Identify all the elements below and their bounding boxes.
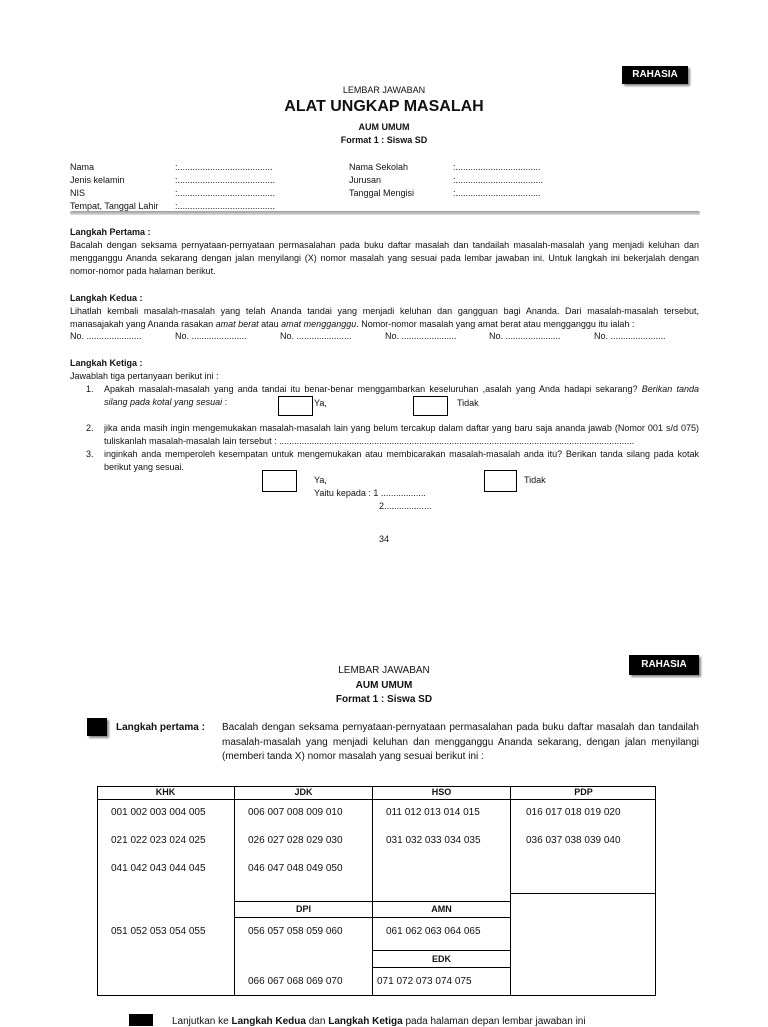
subtitle-aum: AUM UMUM <box>358 122 410 132</box>
jdk-row[interactable]: 026 027 028 029 030 <box>248 835 343 846</box>
answer-table <box>97 786 656 996</box>
divider-rule <box>70 211 700 215</box>
step2-section <box>70 292 699 331</box>
identity-fields-left <box>70 162 350 214</box>
header-hso: HSO <box>431 787 452 797</box>
header-jdk: JDK <box>294 787 313 797</box>
q1-tidak-label: Tidak <box>457 398 479 408</box>
field-label: NIS <box>70 188 86 198</box>
field-tanggal-mengisi[interactable] <box>349 188 609 201</box>
field-nama-sekolah[interactable] <box>349 162 609 175</box>
header-pdp: PDP <box>574 787 593 797</box>
edk-row[interactable]: 071 072 073 074 075 <box>377 976 472 987</box>
khk-row[interactable]: 051 052 053 054 055 <box>111 926 206 937</box>
step-marker-block <box>87 718 107 736</box>
header-dpi: DPI <box>295 904 311 914</box>
q2-text[interactable]: jika anda masih ingin mengemukakan masalah-masalah lain yang belum tercakup dalam daftar yang baru saja ananda jawab (Nomor 001 s/d 075) tuliskanlah masalah-masalah lain tersebut : .............................................................................................................................................. <box>104 423 699 446</box>
step2-text-c: . Nomor-nomor masalah yang amat berat atau mengganggu itu ialah : <box>356 319 635 329</box>
footer-step3: Langkah Ketiga <box>328 1016 403 1027</box>
col-divider-2 <box>372 786 373 996</box>
step3-section <box>70 357 699 383</box>
field-value: :...................................... <box>175 162 273 172</box>
dpi-header-rule <box>234 917 511 918</box>
q1-italic: Berikan tanda silang pada kotal yang sesuai <box>104 384 699 407</box>
q1-colon: : <box>222 397 228 407</box>
q3-ya-label: Ya, <box>314 475 327 485</box>
step2-no-4[interactable]: No. ...................... <box>489 331 561 341</box>
footer-marker-block <box>129 1014 153 1026</box>
field-nis[interactable] <box>70 188 350 201</box>
dpi-row[interactable]: 066 067 068 069 070 <box>248 976 343 987</box>
format-label-2: Format 1 : Siswa SD <box>335 694 433 705</box>
step-text: Bacalah dengan seksama pernyataan-pernyataan permasalahan pada buku daftar masalah dan tandailah masalah-masalah yang menjadi keluhan dan mengganggu Ananda sekarang, dengan jalan menyilangi (memberi tanda X) nomor masalah yang sesuai berikut ini : <box>222 722 699 762</box>
step3-intro: Jawablah tiga pertanyaan berikut ini : <box>70 371 219 381</box>
q1-text: Apakah masalah-masalah yang anda tandai itu benar-benar menggambarkan keseluruhan ,asalah yang Anda hadapi sekarang? <box>104 384 642 394</box>
header-edk: EDK <box>431 954 451 964</box>
field-label: Jurusan <box>349 175 382 185</box>
field-jurusan[interactable] <box>349 175 609 188</box>
step2-no-5[interactable]: No. ...................... <box>594 331 666 341</box>
step2-no-1[interactable]: No. ...................... <box>175 331 247 341</box>
q3-tidak-label: Tidak <box>524 475 546 485</box>
q1-body <box>104 383 699 409</box>
step2-italic-a: amat berat <box>215 319 259 329</box>
step2-no-3[interactable]: No. ...................... <box>385 331 457 341</box>
q3-yaitu-line-1[interactable]: Yaitu kepada : 1 .................. <box>314 488 426 498</box>
col-divider-1 <box>234 786 235 996</box>
step2-no-2[interactable]: No. ...................... <box>280 331 352 341</box>
khk-row[interactable]: 021 022 023 024 025 <box>111 835 206 846</box>
rahasia-badge-2-label: RAHASIA <box>641 659 687 670</box>
khk-row[interactable]: 041 042 043 044 045 <box>111 863 206 874</box>
field-value: :....................................... <box>175 175 276 185</box>
hso-row[interactable]: 011 012 013 014 015 <box>386 807 480 818</box>
header-amn: AMN <box>431 904 452 914</box>
pdp-row[interactable]: 016 017 018 019 020 <box>526 807 621 818</box>
step2-title: Langkah Kedua : <box>70 293 143 303</box>
step3-title: Langkah Ketiga : <box>70 358 143 368</box>
col-divider-3b <box>510 893 511 996</box>
footer-text-a: Lanjutkan ke <box>172 1016 232 1027</box>
field-label: Tanggal Mengisi <box>349 188 415 198</box>
amn-row[interactable]: 061 062 063 064 065 <box>386 926 481 937</box>
identity-fields-right <box>349 162 609 201</box>
q3-number: 3. <box>86 449 94 459</box>
question-3 <box>86 448 699 474</box>
q1-tidak-checkbox[interactable] <box>413 396 448 416</box>
page-title: ALAT UNGKAP MASALAH <box>284 98 484 115</box>
step1-section <box>70 226 699 278</box>
q2-number: 2. <box>86 423 94 433</box>
field-nama[interactable] <box>70 162 350 175</box>
q3-text: inginkah anda memperoleh kesempatan untuk mengemukakan atau membicarakan masalah-masalah anda itu? Berikan tanda silang pada kotak berikut yang sesuai. <box>104 449 699 472</box>
rahasia-badge-label: RAHASIA <box>632 69 678 80</box>
jdk-row[interactable]: 006 007 008 009 010 <box>248 807 343 818</box>
q3-tidak-checkbox[interactable] <box>484 470 517 492</box>
q1-number: 1. <box>86 384 94 394</box>
hso-row[interactable]: 031 032 033 034 035 <box>386 835 481 846</box>
q3-yaitu-line-2[interactable]: 2................... <box>379 501 432 511</box>
field-label: Nama <box>70 162 95 172</box>
question-2 <box>86 422 699 448</box>
field-value: :....................................... <box>175 188 276 198</box>
field-value: :....................................... <box>175 201 276 211</box>
step1-title: Langkah Pertama : <box>70 227 151 237</box>
step2-text <box>70 305 699 331</box>
pdp-bottom-rule <box>510 893 656 894</box>
col-divider-3 <box>510 786 511 893</box>
footer-note <box>172 1016 586 1027</box>
edk-top-rule <box>372 950 511 951</box>
footer-step2: Langkah Kedua <box>231 1016 306 1027</box>
page-number: 34 <box>379 534 390 544</box>
dpi-top-rule <box>234 901 511 902</box>
step1-text: Bacalah dengan seksama pernyataan-pernyataan permasalahan pada buku daftar masalah dan tandailah masalah-masalah yang menjadi keluhan dan mengganggu Ananda sekarang dengan jalan menyilangi (X) nomor masalah yang sesuai pada lembar jawaban ini. Untuk langkah ini bekerjalah dengan nomor-nomor pada halaman berikut. <box>70 240 699 276</box>
q1-ya-checkbox[interactable] <box>278 396 313 416</box>
step-label: Langkah pertama : <box>116 722 205 733</box>
step2-no-0[interactable]: No. ...................... <box>70 331 142 341</box>
subtitle: LEMBAR JAWABAN <box>342 85 426 95</box>
question-1 <box>86 383 699 409</box>
format-label: Format 1 : Siswa SD <box>340 135 428 145</box>
step2-italic-b: amat mengganggu <box>281 319 357 329</box>
field-jenis-kelamin[interactable] <box>70 175 350 188</box>
step2-text-b: atau <box>258 319 282 329</box>
footer-text-c: dan <box>305 1016 329 1027</box>
field-value: :.................................. <box>453 188 541 198</box>
edk-header-rule <box>372 967 511 968</box>
header-rule <box>97 799 656 800</box>
step2-text-a: Lihatlah kembali masalah-masalah yang telah Ananda tandai yang menjadi keluhan dan gangguan bagi Ananda. Dari masalah-masalah tersebut, manasajakah yang Ananda rasakan <box>70 306 699 329</box>
subtitle-aum-2: AUM UMUM <box>355 680 413 691</box>
rahasia-badge <box>622 66 688 84</box>
header-khk: KHK <box>155 787 176 797</box>
field-label: Nama Sekolah <box>349 162 409 172</box>
q1-ya-label: Ya, <box>314 398 327 408</box>
subtitle-2: LEMBAR JAWABAN <box>338 665 430 676</box>
field-value: :.................................. <box>453 162 541 172</box>
field-label: Tempat, Tanggal Lahir <box>70 201 159 211</box>
footer-text-e: pada halaman depan lembar jawaban ini <box>402 1016 586 1027</box>
jdk-row[interactable]: 046 047 048 049 050 <box>248 863 343 874</box>
pdp-row[interactable]: 036 037 038 039 040 <box>526 835 621 846</box>
q3-ya-checkbox[interactable] <box>262 470 297 492</box>
dpi-row[interactable]: 056 057 058 059 060 <box>248 926 343 937</box>
khk-row[interactable]: 001 002 003 004 005 <box>111 807 206 818</box>
field-value: :................................... <box>453 175 544 185</box>
field-label: Jenis kelamin <box>70 175 125 185</box>
